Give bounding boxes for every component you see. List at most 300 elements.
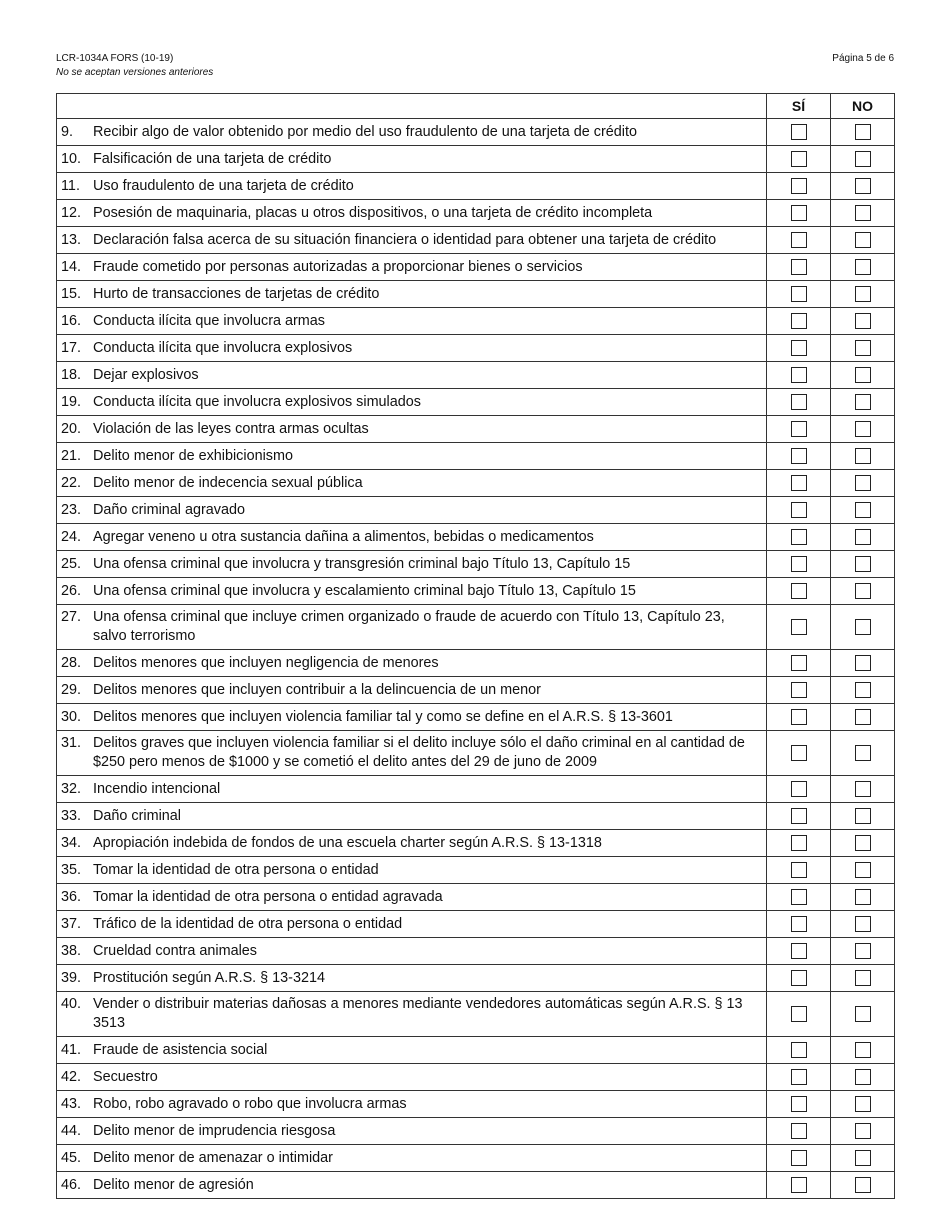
yes-checkbox[interactable] [791,232,807,248]
item-number: 40. [61,996,82,1012]
item-text: Recibir algo de valor obtenido por medio del uso fraudulento de una tarjeta de crédito [93,123,637,140]
item-number: 38. [61,942,82,959]
cell-yes [767,1037,831,1064]
form-id: LCR-1034A FORS (10-19) [56,53,174,64]
cell-no [831,254,895,281]
yes-checkbox[interactable] [791,151,807,167]
no-checkbox[interactable] [855,529,871,545]
cell-no [831,443,895,470]
cell-no [831,362,895,389]
yes-checkbox[interactable] [791,1177,807,1193]
item-text: Delitos menores que incluyen negligencia de menores [93,654,439,671]
offense-cell [57,443,767,470]
offense-cell [57,470,767,497]
yes-checkbox[interactable] [791,1069,807,1085]
no-checkbox[interactable] [855,835,871,851]
yes-checkbox[interactable] [791,556,807,572]
no-checkbox[interactable] [855,889,871,905]
form-note: No se aceptan versiones anteriores [56,67,214,78]
yes-checkbox[interactable] [791,1123,807,1139]
cell-no [831,650,895,677]
item-number: 19. [61,393,82,410]
cell-no [831,677,895,704]
cell-no [831,911,895,938]
item-text: Una ofensa criminal que involucra y transgresión criminal bajo Título 13, Capítulo 15 [93,555,631,572]
no-checkbox[interactable] [855,1150,871,1166]
offense-cell [57,884,767,911]
cell-no [831,308,895,335]
cell-yes [767,1145,831,1172]
item-number: 44. [61,1122,82,1139]
offense-cell [57,650,767,677]
offense-cell [57,416,767,443]
cell-yes [767,965,831,992]
no-checkbox[interactable] [855,259,871,275]
cell-yes [767,524,831,551]
no-checkbox[interactable] [855,1069,871,1085]
table-row [57,650,895,677]
offense-cell [57,335,767,362]
yes-checkbox[interactable] [791,655,807,671]
cell-no [831,1091,895,1118]
table-row [57,308,895,335]
cell-yes [767,173,831,200]
yes-checkbox[interactable] [791,583,807,599]
item-number: 10. [61,150,82,167]
cell-yes [767,335,831,362]
item-number: 15. [61,285,82,302]
item-text: Delito menor de imprudencia riesgosa [93,1122,336,1139]
cell-no [831,1064,895,1091]
table-row [57,857,895,884]
cell-no [831,146,895,173]
table-row [57,884,895,911]
yes-checkbox[interactable] [791,745,807,761]
item-text: Delitos menores que incluyen violencia familiar tal y como se define en el A.R.S. § 13-3601 [93,708,673,725]
cell-no [831,173,895,200]
yes-checkbox[interactable] [791,970,807,986]
offense-cell [57,389,767,416]
item-text: Violación de las leyes contra armas ocultas [93,420,369,437]
item-number: 37. [61,915,82,932]
no-checkbox[interactable] [855,448,871,464]
item-text: Fraude de asistencia social [93,1041,268,1058]
item-number: 33. [61,807,82,824]
yes-checkbox[interactable] [791,286,807,302]
no-checkbox[interactable] [855,1177,871,1193]
cell-no [831,119,895,146]
cell-yes [767,704,831,731]
cell-no [831,389,895,416]
cell-yes [767,308,831,335]
item-text: Delitos graves que incluyen violencia familiar si el delito incluye sólo el daño criminal en al cantidad de $250 pero menos de $1000 y se cometió el delito antes del 29 de juno de 2009 [93,735,745,770]
cell-no [831,965,895,992]
no-checkbox[interactable] [855,394,871,410]
yes-checkbox[interactable] [791,529,807,545]
item-number: 42. [61,1068,82,1085]
yes-checkbox[interactable] [791,475,807,491]
offense-cell [57,578,767,605]
cell-no [831,416,895,443]
no-checkbox[interactable] [855,682,871,698]
item-text: Apropiación indebida de fondos de una escuela charter según A.R.S. § 13-1318 [93,834,602,851]
offense-cell [57,281,767,308]
yes-checkbox[interactable] [791,889,807,905]
item-text: Falsificación de una tarjeta de crédito [93,150,332,167]
item-text: Delitos menores que incluyen contribuir a la delincuencia de un menor [93,681,541,698]
header-yes: SÍ [767,94,831,119]
cell-no [831,884,895,911]
no-checkbox[interactable] [855,556,871,572]
yes-checkbox[interactable] [791,808,807,824]
item-text: Conducta ilícita que involucra armas [93,312,325,329]
cell-no [831,1145,895,1172]
offense-cell [57,938,767,965]
cell-yes [767,389,831,416]
cell-yes [767,884,831,911]
item-text: Uso fraudulento de una tarjeta de crédito [93,177,354,194]
cell-yes [767,470,831,497]
item-number: 46. [61,1176,82,1193]
yes-checkbox[interactable] [791,448,807,464]
table-row [57,119,895,146]
table-row [57,1145,895,1172]
offense-cell [57,830,767,857]
table-row [57,416,895,443]
table-row [57,200,895,227]
item-number: 45. [61,1149,82,1166]
yes-checkbox[interactable] [791,421,807,437]
offense-cell [57,227,767,254]
cell-no [831,551,895,578]
offense-cell [57,677,767,704]
table-row [57,335,895,362]
no-checkbox[interactable] [855,367,871,383]
no-checkbox[interactable] [855,286,871,302]
yes-checkbox[interactable] [791,943,807,959]
table-row [57,362,895,389]
table-row [57,254,895,281]
offense-cell [57,605,767,650]
offense-cell [57,173,767,200]
item-number: 29. [61,681,82,698]
item-number: 31. [61,735,82,751]
table-row [57,731,895,776]
cell-no [831,605,895,650]
no-checkbox[interactable] [855,916,871,932]
item-number: 16. [61,312,82,329]
table-row [57,1118,895,1145]
offense-cell [57,776,767,803]
yes-checkbox[interactable] [791,1150,807,1166]
cell-no [831,704,895,731]
table-row [57,389,895,416]
item-text: Prostitución según A.R.S. § 13-3214 [93,969,325,986]
cell-no [831,497,895,524]
no-checkbox[interactable] [855,808,871,824]
item-text: Robo, robo agravado o robo que involucra armas [93,1095,407,1112]
cell-yes [767,578,831,605]
offense-cell [57,200,767,227]
item-number: 26. [61,582,82,599]
yes-checkbox[interactable] [791,178,807,194]
item-number: 18. [61,366,82,383]
item-text: Dejar explosivos [93,366,199,383]
item-text: Conducta ilícita que involucra explosivos simulados [93,393,421,410]
table-row [57,1172,895,1199]
cell-yes [767,605,831,650]
cell-no [831,524,895,551]
yes-checkbox[interactable] [791,205,807,221]
no-checkbox[interactable] [855,1123,871,1139]
no-checkbox[interactable] [855,151,871,167]
cell-no [831,578,895,605]
cell-yes [767,200,831,227]
yes-checkbox[interactable] [791,124,807,140]
item-text: Agregar veneno u otra sustancia dañina a alimentos, bebidas o medicamentos [93,528,594,545]
yes-checkbox[interactable] [791,682,807,698]
yes-checkbox[interactable] [791,835,807,851]
item-text: Incendio intencional [93,780,221,797]
offense-cell [57,497,767,524]
offense-cell [57,731,767,776]
item-number: 14. [61,258,82,275]
offense-cell [57,1037,767,1064]
cell-yes [767,1118,831,1145]
cell-no [831,938,895,965]
offense-cell [57,911,767,938]
offense-cell [57,1118,767,1145]
item-text: Conducta ilícita que involucra explosivos [93,339,353,356]
yes-checkbox[interactable] [791,394,807,410]
offense-cell [57,524,767,551]
cell-yes [767,254,831,281]
item-number: 9. [61,123,74,140]
yes-checkbox[interactable] [791,313,807,329]
item-number: 32. [61,780,82,797]
yes-checkbox[interactable] [791,781,807,797]
offense-cell [57,992,767,1037]
no-checkbox[interactable] [855,619,871,635]
no-checkbox[interactable] [855,583,871,599]
item-text: Tomar la identidad de otra persona o entidad [93,861,379,878]
item-text: Daño criminal agravado [93,501,245,518]
cell-yes [767,281,831,308]
cell-yes [767,677,831,704]
table-row [57,281,895,308]
table-header-row [57,94,895,119]
item-text: Delito menor de exhibicionismo [93,447,293,464]
yes-checkbox[interactable] [791,259,807,275]
cell-no [831,731,895,776]
item-number: 34. [61,834,82,851]
item-text: Tráfico de la identidad de otra persona o entidad [93,915,403,932]
item-number: 23. [61,501,82,518]
item-text: Delito menor de indecencia sexual pública [93,474,363,491]
no-checkbox[interactable] [855,232,871,248]
yes-checkbox[interactable] [791,1096,807,1112]
offense-cell [57,1145,767,1172]
table-row [57,965,895,992]
yes-checkbox[interactable] [791,502,807,518]
table-row [57,146,895,173]
table-row [57,992,895,1037]
cell-no [831,281,895,308]
header-no: NO [831,94,895,119]
item-number: 27. [61,609,82,625]
yes-checkbox[interactable] [791,1006,807,1022]
table-row [57,704,895,731]
cell-yes [767,938,831,965]
item-text: Declaración falsa acerca de su situación financiera o identidad para obtener una tarjeta de crédito [93,231,717,248]
yes-checkbox[interactable] [791,862,807,878]
cell-yes [767,443,831,470]
item-number: 22. [61,474,82,491]
item-text: Una ofensa criminal que incluye crimen organizado o fraude de acuerdo con Título 13, Capítulo 23, salvo terrorismo [93,609,725,644]
cell-no [831,1118,895,1145]
no-checkbox[interactable] [855,421,871,437]
table-row [57,1091,895,1118]
no-checkbox[interactable] [855,655,871,671]
offenses-table [56,93,895,1199]
no-checkbox[interactable] [855,943,871,959]
item-number: 36. [61,888,82,905]
offense-cell [57,362,767,389]
cell-no [831,200,895,227]
item-number: 20. [61,420,82,437]
cell-yes [767,551,831,578]
table-row [57,911,895,938]
item-text: Hurto de transacciones de tarjetas de crédito [93,285,380,302]
table-row [57,497,895,524]
table-row [57,470,895,497]
table-row [57,227,895,254]
item-number: 43. [61,1095,82,1112]
offense-cell [57,254,767,281]
offense-cell [57,965,767,992]
cell-no [831,1172,895,1199]
item-text: Posesión de maquinaria, placas u otros dispositivos, o una tarjeta de crédito incompleta [93,204,653,221]
cell-no [831,830,895,857]
item-number: 39. [61,969,82,986]
yes-checkbox[interactable] [791,1042,807,1058]
no-checkbox[interactable] [855,745,871,761]
offense-cell [57,1172,767,1199]
yes-checkbox[interactable] [791,619,807,635]
item-number: 13. [61,231,82,248]
cell-yes [767,227,831,254]
item-text: Fraude cometido por personas autorizadas a proporcionar bienes o servicios [93,258,583,275]
yes-checkbox[interactable] [791,916,807,932]
cell-yes [767,416,831,443]
no-checkbox[interactable] [855,205,871,221]
item-number: 12. [61,204,82,221]
cell-yes [767,731,831,776]
no-checkbox[interactable] [855,502,871,518]
item-number: 28. [61,654,82,671]
table-row [57,830,895,857]
item-text: Secuestro [93,1068,158,1085]
item-number: 11. [61,177,80,194]
cell-no [831,776,895,803]
offense-cell [57,146,767,173]
table-row [57,938,895,965]
no-checkbox[interactable] [855,313,871,329]
yes-checkbox[interactable] [791,709,807,725]
offense-cell [57,308,767,335]
header-blank [57,94,767,119]
cell-yes [767,911,831,938]
no-checkbox[interactable] [855,1096,871,1112]
table-row [57,578,895,605]
yes-checkbox[interactable] [791,340,807,356]
no-checkbox[interactable] [855,178,871,194]
cell-yes [767,803,831,830]
no-checkbox[interactable] [855,970,871,986]
cell-no [831,470,895,497]
table-row [57,551,895,578]
cell-yes [767,146,831,173]
cell-no [831,857,895,884]
no-checkbox[interactable] [855,862,871,878]
item-number: 35. [61,861,82,878]
item-text: Crueldad contra animales [93,942,257,959]
yes-checkbox[interactable] [791,367,807,383]
table-row [57,677,895,704]
cell-no [831,335,895,362]
no-checkbox[interactable] [855,709,871,725]
cell-no [831,992,895,1037]
cell-yes [767,857,831,884]
no-checkbox[interactable] [855,124,871,140]
item-number: 41. [61,1041,82,1058]
item-text: Delito menor de agresión [93,1176,254,1193]
table-row [57,1064,895,1091]
table-row [57,776,895,803]
table-row [57,443,895,470]
item-number: 21. [61,447,82,464]
cell-yes [767,362,831,389]
table-row [57,524,895,551]
item-number: 25. [61,555,82,572]
item-text: Tomar la identidad de otra persona o entidad agravada [93,888,443,905]
cell-no [831,227,895,254]
offense-cell [57,1064,767,1091]
no-checkbox[interactable] [855,1006,871,1022]
no-checkbox[interactable] [855,1042,871,1058]
page-number: Página 5 de 6 [832,53,894,64]
cell-yes [767,650,831,677]
cell-yes [767,992,831,1037]
table-row [57,803,895,830]
item-text: Una ofensa criminal que involucra y escalamiento criminal bajo Título 13, Capítulo 15 [93,582,636,599]
offense-cell [57,857,767,884]
cell-yes [767,830,831,857]
item-number: 30. [61,708,82,725]
offense-cell [57,704,767,731]
item-text: Delito menor de amenazar o intimidar [93,1149,333,1166]
cell-yes [767,119,831,146]
no-checkbox[interactable] [855,340,871,356]
no-checkbox[interactable] [855,475,871,491]
offense-cell [57,803,767,830]
cell-no [831,803,895,830]
no-checkbox[interactable] [855,781,871,797]
item-text: Daño criminal [93,807,181,824]
cell-yes [767,1172,831,1199]
cell-yes [767,1091,831,1118]
cell-yes [767,1064,831,1091]
